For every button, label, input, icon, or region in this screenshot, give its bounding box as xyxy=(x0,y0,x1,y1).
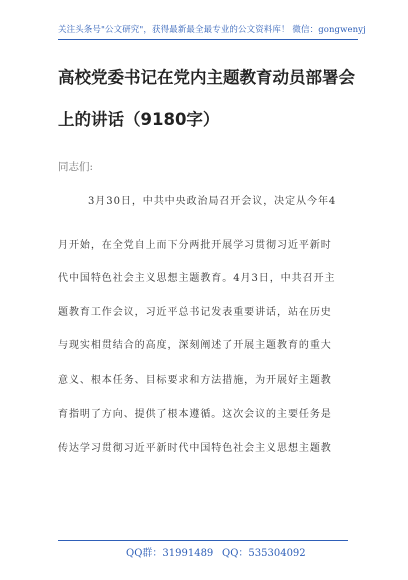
body-line: 育指明了方向、提供了根本遵循。这次会议的主要任务是 xyxy=(58,409,332,420)
footer-qq-group: QQ群：31991489 xyxy=(126,548,214,559)
body-line: 代中国特色社会主义思想主题教育。4月3日，中共召开主 xyxy=(58,273,336,284)
body-line: 意义、根本任务、目标要求和方法措施，为开展好主题教 xyxy=(58,375,332,386)
body-line: 月开始，在全党自上而下分两批开展学习贯彻习近平新时 xyxy=(58,240,332,251)
body-line: 与现实相贯结合的高度，深刻阐述了开展主题教育的重大 xyxy=(58,340,332,351)
page-header xyxy=(58,20,366,48)
page-footer xyxy=(0,540,408,560)
header-divider xyxy=(58,39,358,40)
body-line: 3月30日，中共中央政治局召开会议，决定从今年4 xyxy=(88,196,337,207)
document-title-line-1: 高校党委书记在党内主题教育动员部署会 xyxy=(58,68,355,87)
document-title-line-2: 上的讲话（9180字） xyxy=(58,110,220,129)
body-line: 传达学习贯彻习近平新时代中国特色社会主义思想主题教 xyxy=(58,443,332,454)
header-notice: 关注头条号"公文研究"，获得最新最全最专业的公文资料库！ 微信：gongwenyj xyxy=(58,25,366,35)
footer-divider xyxy=(58,540,348,541)
greeting: 同志们: xyxy=(58,161,94,173)
footer-qq: QQ：535304092 xyxy=(222,548,306,559)
body-line: 题教育工作会议，习近平总书记发表重要讲话，站在历史 xyxy=(58,307,332,318)
